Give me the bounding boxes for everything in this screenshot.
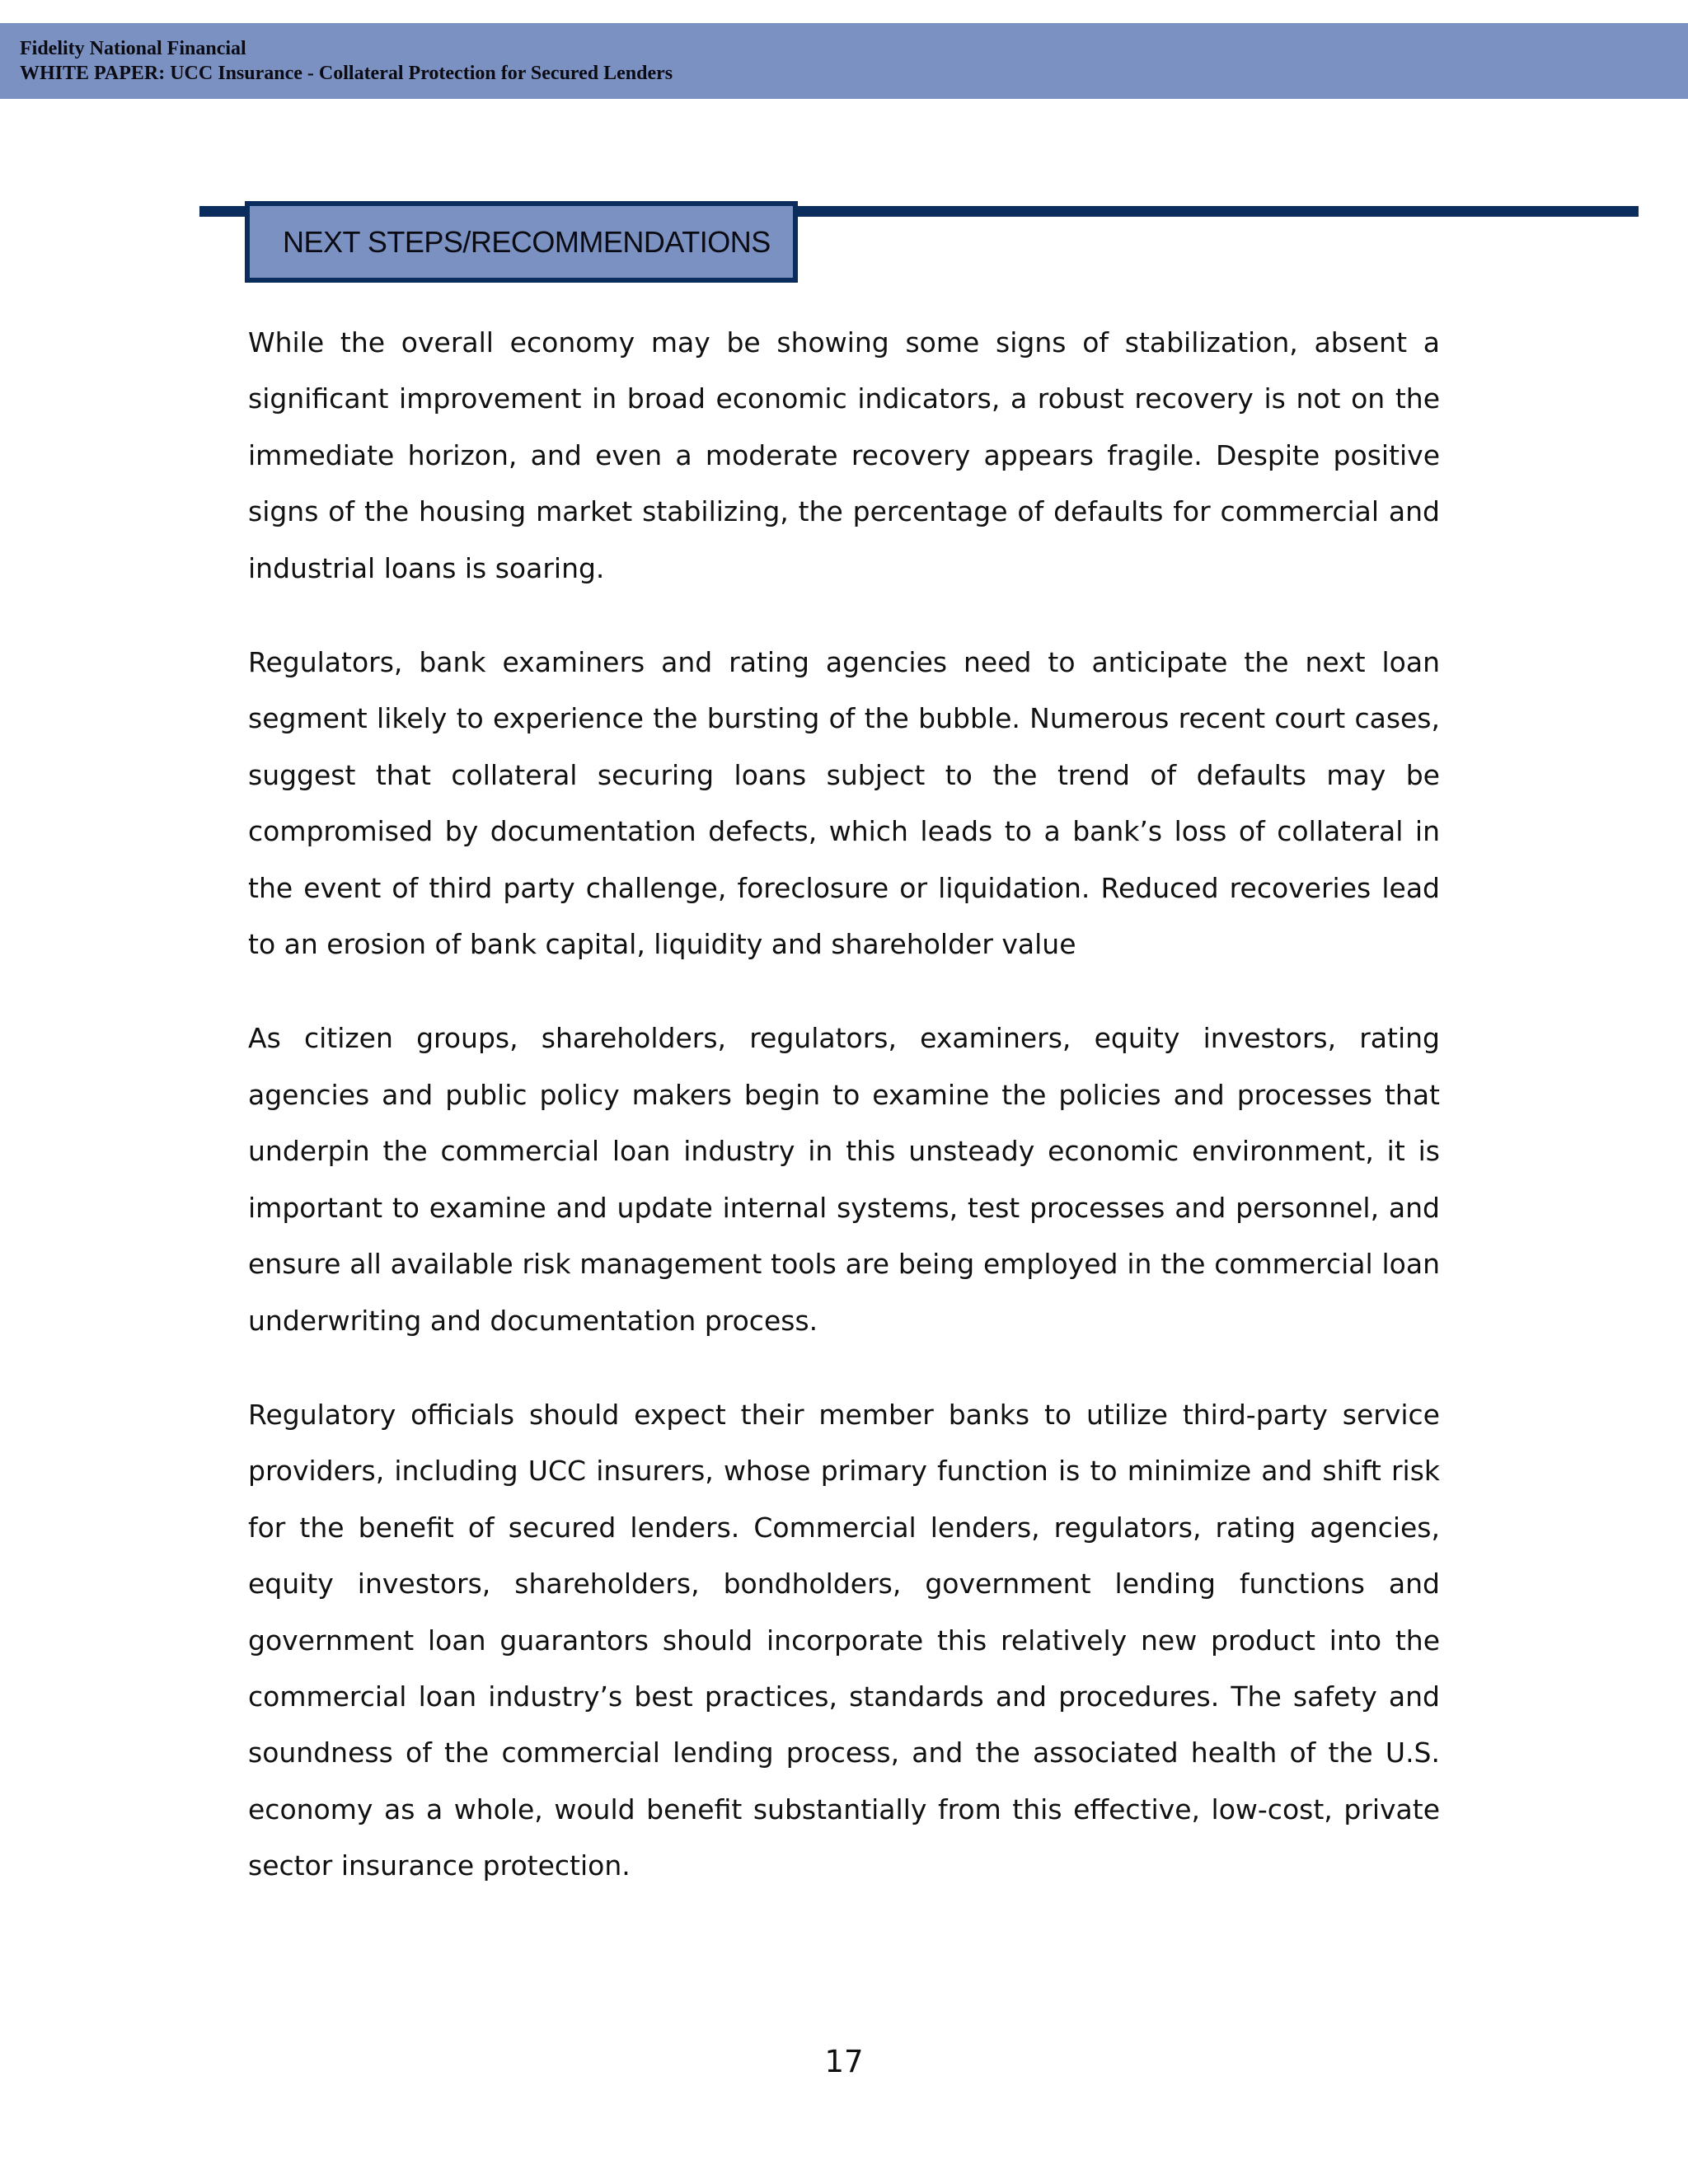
header-company: Fidelity National Financial <box>20 38 246 59</box>
body-content <box>248 315 1440 1933</box>
paragraph-policy-makers: As citizen groups, shareholders, regulators, examiners, equity investors, rating agencies and public policy makers begin to examine the policies and processes that underpin the commercial loan industry in this unsteady economic environment, it is important to examine and update internal systems, test processes and personnel, and ensure all available risk management tools are being employed in the commercial loan underwriting and documentation process. <box>248 1022 1440 1337</box>
header-document-title: WHITE PAPER: UCC Insurance - Collateral Protection for Secured Lenders <box>20 63 673 84</box>
paragraph-economy-outlook: While the overall economy may be showing some signs of stabilization, absent a significant improvement in broad economic indicators, a robust recovery is not on the immediate horizon, and even a moderate recovery appears fragile. Despite positive signs of the housing market stabilizing, the percentage of defaults for commercial and industrial loans is soaring. <box>248 326 1440 584</box>
section-heading: NEXT STEPS/RECOMMENDATIONS <box>283 224 771 259</box>
paragraph-regulatory-officials: Regulatory officials should expect their member banks to utilize third-party service providers, including UCC insurers, whose primary function is to minimize and shift risk for the benefit of secured lenders. Commercial lenders, regulators, rating agencies, equity investors, shareholders, bondholders, government lending functions and government loan guarantors should incorporate this relatively new product into the commercial loan industry’s best practices, standards and procedures. The safety and soundness of the commercial lending process, and the associated health of the U.S. economy as a whole, would benefit substantially from this effective, low-cost, private sector insurance protection. <box>248 1398 1440 1882</box>
page-number: 17 <box>824 2044 864 2079</box>
paragraph-regulators: Regulators, bank examiners and rating agencies need to anticipate the next loan segment likely to experience the bursting of the bubble. Numerous recent court cases, suggest that collateral securing loans subject to the trend of defaults may be compromised by documentation defects, which leads to a bank’s loss of collateral in the event of third party challenge, foreclosure or liquidation. Reduced recoveries lead to an erosion of bank capital, liquidity and shareholder value <box>248 646 1440 961</box>
page-header <box>0 23 1688 99</box>
section-heading-box <box>245 201 798 283</box>
